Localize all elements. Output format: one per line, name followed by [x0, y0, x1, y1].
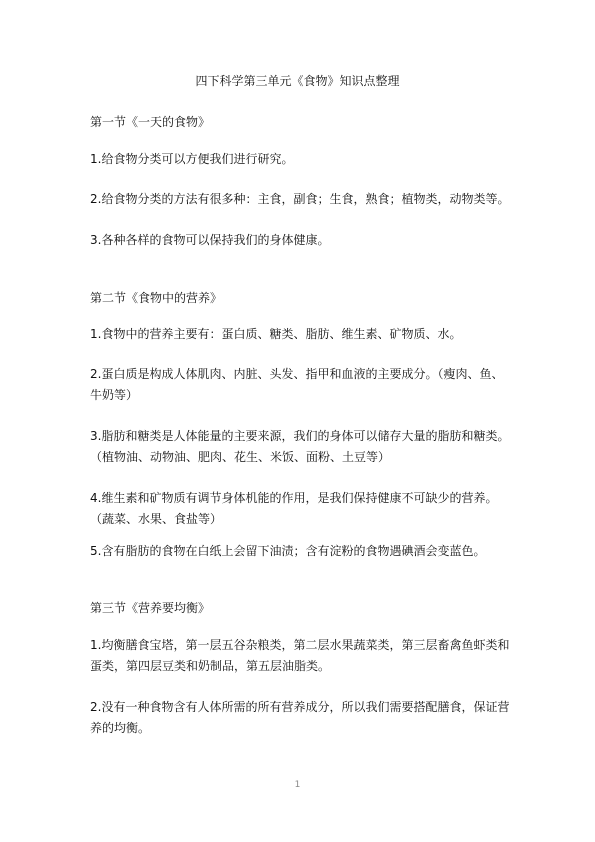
section-2-item-4: 4.维生素和矿物质有调节身体机能的作用，是我们保持健康不可缺少的营养。（蔬菜、水果、食盐等） — [90, 491, 498, 526]
section-1-item-1: 1.给食物分类可以方便我们进行研究。 — [90, 152, 294, 166]
section-2-item-5: 5.含有脂肪的食物在白纸上会留下油渍；含有淀粉的食物遇碘酒会变蓝色。 — [90, 544, 486, 558]
section-1-item-2: 2.给食物分类的方法有很多种：主食，副食；生食，熟食；植物类，动物类等。 — [90, 192, 510, 206]
section-3-item-1: 1.均衡膳食宝塔，第一层五谷杂粮类，第二层水果蔬菜类，第三层畜禽鱼虾类和蛋类，第四层豆类和奶制品，第五层油脂类。 — [90, 638, 510, 673]
section-2-item-2: 2.蛋白质是构成人体肌肉、内脏、头发、指甲和血液的主要成分。（瘦肉、鱼、牛奶等） — [90, 367, 504, 402]
section-heading-3: 第三节《营养要均衡》 — [90, 601, 211, 615]
page-number: 1 — [294, 780, 301, 790]
section-heading-1: 第一节《一天的食物》 — [90, 115, 211, 129]
section-3-item-2: 2.没有一种食物含有人体所需的所有营养成分，所以我们需要搭配膳食，保证营养的均衡。 — [90, 700, 510, 735]
section-2-item-3: 3.脂肪和糖类是人体能量的主要来源，我们的身体可以储存大量的脂肪和糖类。（植物油、动物油、肥肉、花生、米饭、面粉、土豆等） — [90, 429, 510, 464]
document-title: 四下科学第三单元《食物》知识点整理 — [195, 74, 400, 88]
section-heading-2: 第二节《食物中的营养》 — [90, 291, 223, 305]
section-1-item-3: 3.各种各样的食物可以保持我们的身体健康。 — [90, 233, 330, 247]
section-2-item-1: 1.食物中的营养主要有：蛋白质、糖类、脂肪、维生素、矿物质、水。 — [90, 327, 462, 341]
